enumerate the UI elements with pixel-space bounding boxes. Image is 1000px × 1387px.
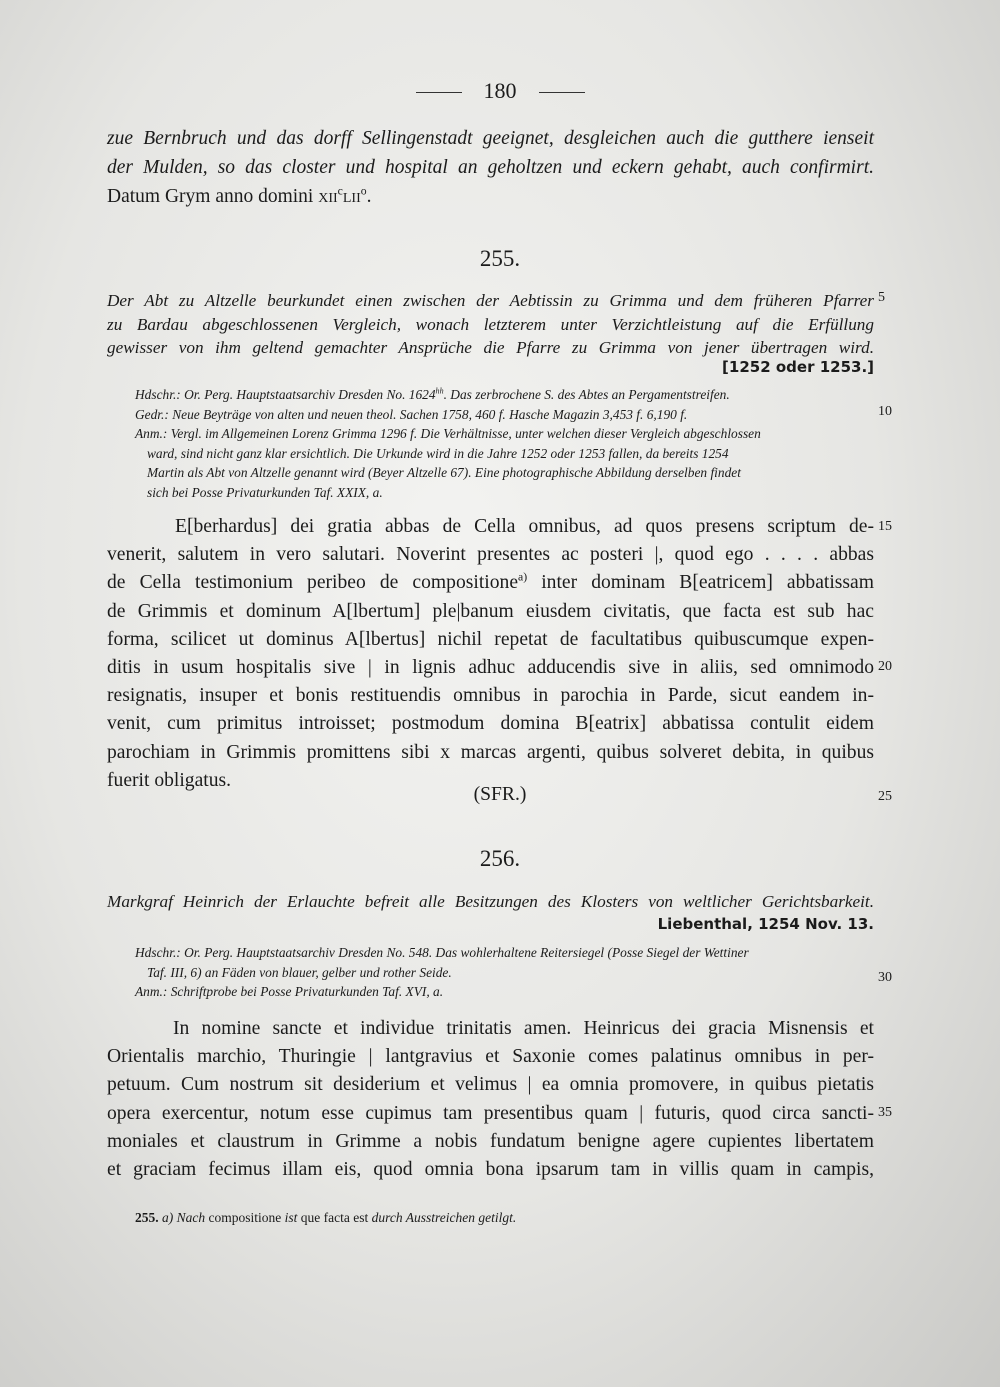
margin-line-number: 5 (878, 290, 885, 305)
note-255-gedr (135, 405, 874, 425)
regest-256-line-1: Markgraf Heinrich der Erlauchte befreit alle Besitzungen des Klosters von weltlicher Gerichtsbarkeit. (107, 892, 874, 911)
previous-document-continuation (107, 124, 874, 211)
text-255-line-2: venerit, salutem in vero salutari. Noverint presentes ac posteri |, quod ego . . . . abbas (107, 544, 874, 566)
margin-line-number: 10 (878, 404, 892, 419)
note-255-anm (135, 424, 874, 444)
seal-note-255: (SFR.) (473, 784, 527, 805)
note-sup: hh (435, 386, 444, 396)
text-255-line-3-start: de Cella testimonium peribeo de compositione (107, 572, 519, 594)
text-256-line-5: moniales et claustrum in Grimme a nobis fundatum benigne agere cupientes libertatem (107, 1130, 874, 1152)
datum-year-end: lii (342, 186, 361, 207)
footnote-doc-number: 255. (135, 1210, 159, 1225)
text-255-line-3-rest: inter dominam B[eatricem] abbatissam (527, 572, 874, 594)
text-255-line-9: parochiam in Grimmis promittens sibi x marcas argenti, quibus solveret debita, in quibus (107, 741, 874, 763)
document-number-256: 256. (479, 846, 521, 871)
note-text: Or. Perg. Hauptstaatsarchiv Dresden No. 548. Das wohlerhaltene Reitersiegel (Posse Siegel der Wettiner (184, 945, 749, 960)
apparatus-256 (135, 943, 874, 1002)
footnote-latin-2: que facta est (300, 1210, 369, 1225)
text-255-line-10: fuerit obligatus. (107, 769, 232, 791)
date-line-256: Liebenthal, 1254 Nov. 13. (657, 915, 874, 933)
regest-255-line-3: gewisser von ihm geltend gemachter Ansprüche die Pfarre zu Grimma von jener übertragen wird. (107, 338, 874, 357)
text-256-line-2: Orientalis marchio, Thuringie | lantgravius et Saxonie comes palatinus omnibus in per- (107, 1046, 874, 1068)
margin-line-number: 35 (878, 1105, 892, 1120)
note-label: Hdschr.: (135, 945, 185, 960)
regest-255-line-1: Der Abt zu Altzelle beurkundet einen zwischen der Aebtissin zu Grimma und dem früheren Pfarrer (107, 291, 874, 310)
margin-line-number: 30 (878, 970, 892, 985)
note-255-hdschr (135, 385, 874, 405)
note-text: Schriftprobe bei Posse Privaturkunden Taf. XVI, a. (170, 984, 444, 1000)
note-255-anm-line-3: Martin als Abt von Altzelle genannt wird (Beyer Altzelle 67). Eine photographische Abbildung derselben findet (147, 465, 741, 481)
footnote-latin-1: compositione (208, 1210, 282, 1225)
note-text: Neue Beyträge von alten und neuen theol. Sachen 1758, 460 f. Hasche Magazin 3,453 f. 6,190 f. (172, 406, 688, 422)
text-255-line-1: E[berhardus] dei gratia abbas de Cella omnibus, ad quos presens scriptum de- (175, 516, 874, 537)
note-label: Anm.: (135, 984, 171, 1000)
datum-year-sup: c (337, 184, 343, 198)
text-255-line-8: venit, cum primitus introisset; postmodum domina B[eatrix] abbatissa contulit eidem (107, 713, 874, 735)
datum-year: xii (318, 186, 338, 207)
note-255-anm-line-4: sich bei Posse Privaturkunden Taf. XXIX, a. (147, 484, 383, 500)
date-line-255: [1252 oder 1253.] (722, 358, 874, 376)
text-256-line-6: et graciam fecimus illam eis, quod omnia bona ipsarum tam in villis quam in campis, (107, 1159, 874, 1181)
regest-256 (107, 890, 874, 914)
note-label: Gedr.: (135, 406, 173, 422)
text-255-line-6: ditis in usum hospitalis sive | in lignis adhuc adducendis sive in aliis, sed omnimodo (107, 657, 874, 679)
footnote-word-1: Nach (176, 1210, 206, 1225)
footnote-word-2: ist (284, 1210, 298, 1225)
regest-255 (107, 289, 874, 360)
note-text: Vergl. im Allgemeinen Lorenz Grimma 1296 f. Die Verhältnisse, unter welchen dieser Vergleich abgeschlossen (170, 426, 761, 442)
note-text-2: . Das zerbrochene S. des Abtes an Pergamentstreifen. (443, 387, 730, 402)
note-255-anm-line-2: ward, sind nicht ganz klar ersichtlich. Die Urkunde wird in die Jahre 1252 oder 1253 fallen, da bereits 1254 (147, 445, 729, 461)
page-number-rule-right (539, 92, 585, 93)
footnote-marker-a: a) (518, 570, 528, 584)
page-number (0, 78, 1000, 104)
datum-prefix: Datum Grym anno domini (107, 186, 319, 207)
text-256-line-3: petuum. Cum nostrum sit desiderium et velimus | ea omnia promovere, in quibus pietatis (107, 1074, 874, 1096)
text-255-line-4: de Grimmis et dominum A[lbertum] ple|banum eiusdem civitatis, que facta est sub hac (107, 600, 874, 622)
text-256-line-4: opera exercentur, notum esse cupimus tam presentibus quam | futuris, quod circa sancti- (107, 1102, 874, 1124)
footnote-word-3: durch Ausstreichen getilgt. (371, 1210, 517, 1225)
note-label: Hdschr.: (135, 387, 185, 402)
continuation-line-1: zue Bernbruch und das dorff Sellingenstadt geeignet, desgleichen auch die gutthere ienseit (107, 128, 874, 149)
page-number-rule-left (416, 92, 462, 93)
margin-line-number: 20 (878, 659, 892, 674)
text-255-line-3 (107, 569, 874, 597)
note-256-hdschr (135, 943, 874, 963)
text-255-line-7: resignatis, insuper et bonis restituendis omnibus in parochia in Parde, sicut eandem in- (107, 685, 874, 707)
page-number-text: 180 (483, 78, 517, 103)
text-255-line-5: forma, scilicet ut dominus A[lbertus] nichil repetat de facultatibus quibuscumque expen- (107, 628, 874, 650)
margin-line-number: 15 (878, 519, 892, 534)
text-256-line-1: In nomine sancte et individue trinitatis amen. Heinricus dei gracia Misnensis et (173, 1018, 874, 1039)
note-256-anm (135, 982, 874, 1002)
continuation-datum-line (107, 182, 874, 211)
footnote-marker: a) (162, 1210, 174, 1225)
document-255-text (107, 513, 874, 795)
footnote-255-a (135, 1210, 516, 1226)
document-number-255: 255. (479, 246, 521, 271)
datum-end: . (366, 186, 372, 207)
datum-year-end-sup: o (360, 184, 367, 198)
note-256-hdschr-line-2: Taf. III, 6) an Fäden von blauer, gelber und rother Seide. (147, 964, 452, 980)
document-256-text (107, 1015, 874, 1184)
regest-255-line-2: zu Bardau abgeschlossenen Vergleich, wonach letzterem unter Verzichtleistung auf die Erfüllung (107, 314, 874, 334)
note-label: Anm.: (135, 426, 171, 442)
apparatus-255 (135, 385, 874, 503)
margin-line-number: 25 (878, 789, 892, 804)
note-text: Or. Perg. Hauptstaatsarchiv Dresden No. 1624 (184, 387, 436, 402)
continuation-line-2: der Mulden, so das closter und hospital an geholtzen und eckern gehabt, auch confirmirt. (107, 157, 874, 178)
